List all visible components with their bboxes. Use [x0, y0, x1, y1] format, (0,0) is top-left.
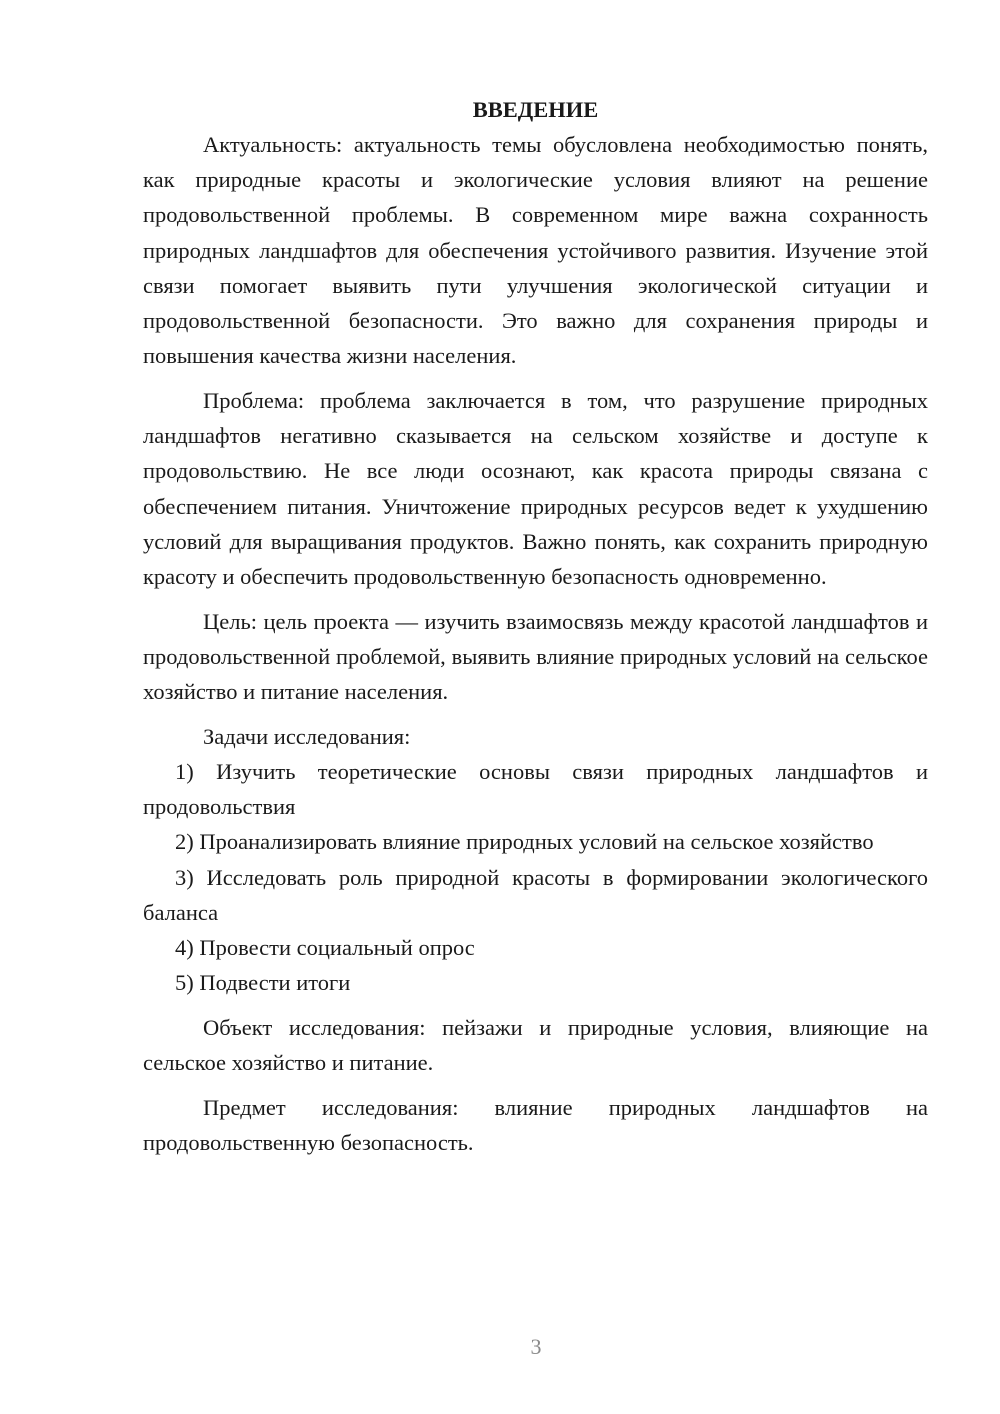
task-item-3: 3) Исследовать роль природной красоты в формировании экологического баланса [143, 864, 928, 925]
paragraph-subject: Предмет исследования: влияние природных ландшафтов на продовольственную безопасность. [143, 1094, 928, 1155]
document-body [143, 92, 928, 1160]
task-item-2: 2) Проанализировать влияние природных условий на сельское хозяйство [175, 829, 874, 855]
paragraph-goal: Цель: цель проекта — изучить взаимосвязь между красотой ландшафтов и продовольственной проблемой, выявить влияние природных условий на сельское хозяйство и питание населения. [143, 608, 928, 705]
paragraph-relevance: Актуальность: актуальность темы обусловлена необходимостью понять, как природные красоты и экологические условия влияют на решение продовольственной проблемы. В современном мире важна сохранность природных ландшафтов для обеспечения устойчивого развития. Изучение этой связи помогает выявить пути улучшения экологической ситуации и продовольственной безопасности. Это важно для сохранения природы и повышения качества жизни населения. [143, 132, 928, 369]
task-item-5: 5) Подвести итоги [175, 970, 351, 996]
task-item-1: 1) Изучить теоретические основы связи природных ландшафтов и продовольствия [143, 758, 928, 820]
task-item-4: 4) Провести социальный опрос [175, 934, 475, 960]
paragraph-problem: Проблема: проблема заключается в том, что разрушение природных ландшафтов негативно сказывается на сельском хозяйстве и доступе к продовольствию. Не все люди осознают, как красота природы связана с обеспечением питания. Уничтожение природных ресурсов ведет к ухудшению условий для выращивания продуктов. Важно понять, как сохранить природную красоту и обеспечить продовольственную безопасность одновременно. [143, 387, 928, 589]
paragraph-tasks-heading: Задачи исследования: [203, 723, 411, 749]
paragraph-object: Объект исследования: пейзажи и природные условия, влияющие на сельское хозяйство и питание. [143, 1014, 928, 1076]
section-title: ВВЕДЕНИЕ [472, 97, 599, 122]
page-number: 3 [530, 1334, 542, 1359]
